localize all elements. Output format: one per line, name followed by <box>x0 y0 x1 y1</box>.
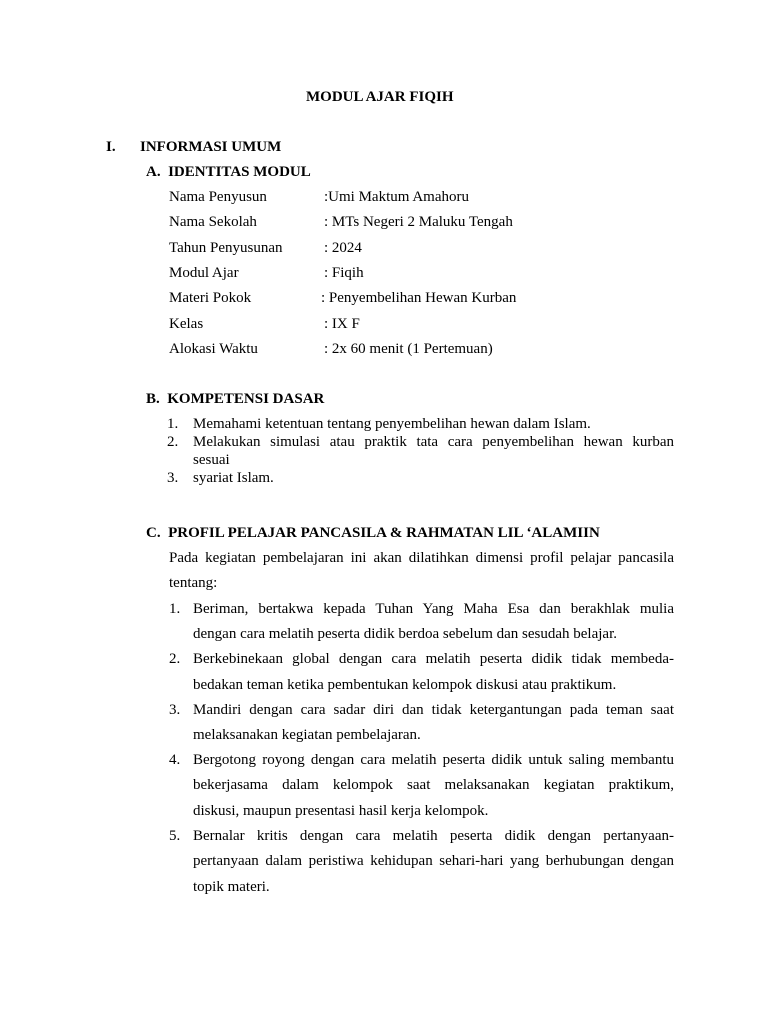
list-number: 2. <box>167 434 179 450</box>
identity-value: : Fiqih <box>324 265 364 281</box>
list-item-continuation: topik materi. <box>193 879 270 895</box>
identity-value: : Penyembelihan Hewan Kurban <box>321 290 517 306</box>
identity-value: : IX F <box>324 316 360 332</box>
intro-paragraph-end: tentang: <box>169 575 218 591</box>
identity-value: : 2024 <box>324 240 362 256</box>
list-number: 1. <box>169 601 181 617</box>
list-item-continuation: diskusi, maupun presentasi hasil kerja kelompok. <box>193 803 489 819</box>
list-item: Berkebinekaan global dengan cara melatih peserta didik tidak membeda- <box>193 651 674 667</box>
list-item: Bernalar kritis dengan cara melatih peserta didik dengan pertanyaan- <box>193 828 674 844</box>
list-item-continuation: melaksanakan kegiatan pembelajaran. <box>193 727 421 743</box>
list-number: 3. <box>167 470 179 486</box>
identity-label: Modul Ajar <box>169 265 239 281</box>
subsection-heading-b: B. KOMPETENSI DASAR <box>146 391 325 407</box>
identity-label: Alokasi Waktu <box>169 341 258 357</box>
section-number: I. <box>106 139 116 155</box>
list-item-continuation: bedakan teman ketika pembentukan kelompok diskusi atau praktikum. <box>193 677 617 693</box>
identity-label: Nama Penyusun <box>169 189 267 205</box>
list-number: 2. <box>169 651 181 667</box>
list-item: Beriman, bertakwa kepada Tuhan Yang Maha Esa dan berakhlak mulia <box>193 601 674 617</box>
section-heading: INFORMASI UMUM <box>140 139 282 155</box>
list-item-continuation: dengan cara melatih peserta didik berdoa sebelum dan sesudah belajar. <box>193 626 617 642</box>
identity-value: :Umi Maktum Amahoru <box>324 189 469 205</box>
subsection-heading-a: A. IDENTITAS MODUL <box>146 164 311 180</box>
list-number: 3. <box>169 702 181 718</box>
identity-label: Kelas <box>169 316 204 332</box>
list-item-continuation: sesuai <box>193 452 230 468</box>
list-item: Memahami ketentuan tentang penyembelihan hewan dalam Islam. <box>193 416 591 432</box>
intro-paragraph: Pada kegiatan pembelajaran ini akan dilatihkan dimensi profil pelajar pancasila <box>169 550 674 566</box>
list-number: 1. <box>167 416 179 432</box>
document-title: MODUL AJAR FIQIH <box>306 89 454 105</box>
list-item: Melakukan simulasi atau praktik tata cara penyembelihan hewan kurban <box>193 434 674 450</box>
list-item-continuation: bekerjasama dalam kelompok saat melaksanakan kegiatan praktikum, <box>193 777 674 793</box>
identity-value: : MTs Negeri 2 Maluku Tengah <box>324 214 513 230</box>
identity-label: Materi Pokok <box>169 290 252 306</box>
list-item: Bergotong royong dengan cara melatih peserta didik untuk saling membantu <box>193 752 674 768</box>
list-item: syariat Islam. <box>193 470 274 486</box>
list-item-continuation: pertanyaan dalam peristiwa kehidupan sehari-hari yang berhubungan dengan <box>193 853 674 869</box>
list-item: Mandiri dengan cara sadar diri dan tidak ketergantungan pada teman saat <box>193 702 674 718</box>
identity-value: : 2x 60 menit (1 Pertemuan) <box>324 341 493 357</box>
subsection-heading-c: C. PROFIL PELAJAR PANCASILA & RAHMATAN LIL ‘ALAMIIN <box>146 525 600 541</box>
list-number: 5. <box>169 828 181 844</box>
identity-label: Nama Sekolah <box>169 214 257 230</box>
identity-label: Tahun Penyusunan <box>169 240 283 256</box>
list-number: 4. <box>169 752 181 768</box>
